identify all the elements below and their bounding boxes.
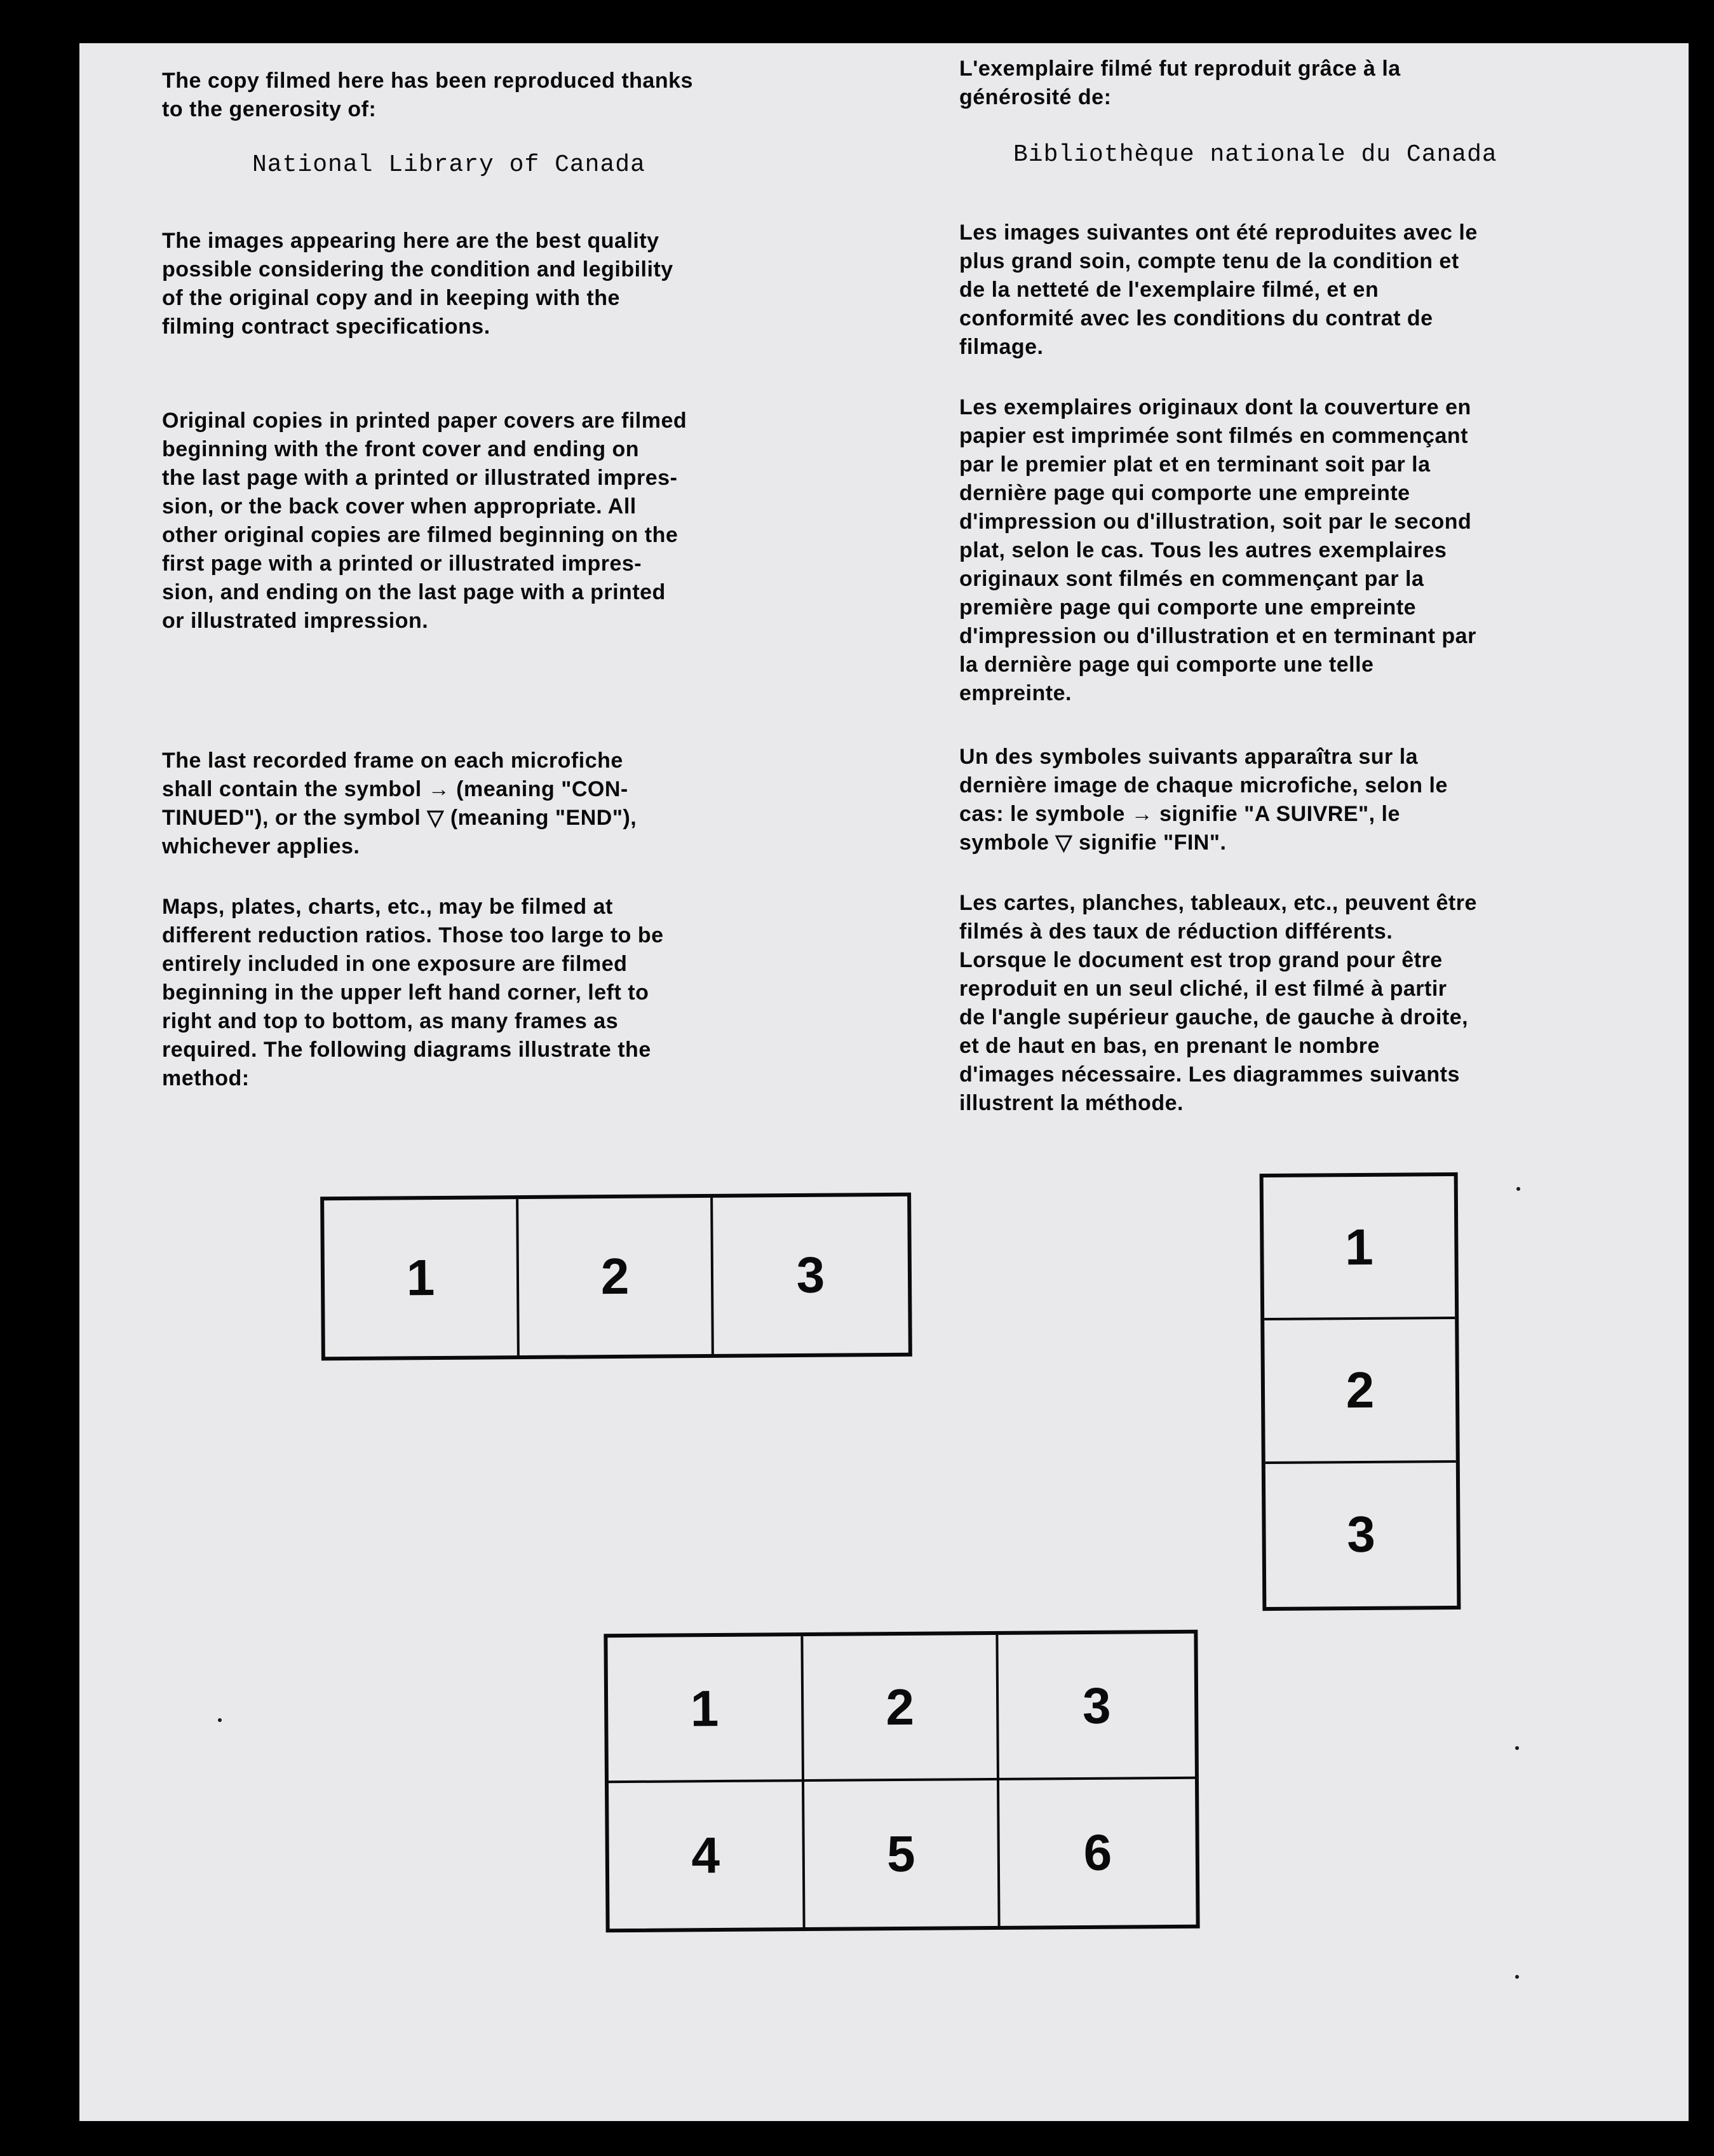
symbols-text-fr: Un des symboles suivants apparaîtra sur la dernière image de chaque microfiche, selon le cas: le symbole → signifie "A SUIVRE", le symbole ▽ signifie "FIN". <box>959 745 1448 855</box>
covers-text-en: Original copies in printed paper covers are filmed beginning with the front cover and ending on the last page with a printed or illustrated impres- sion, or the back cover when appropriate. All other original copies are filmed beginning on the first page with a printed or illustrated impres- sion, and ending on the last page with a printed or illustrated impression. <box>162 409 687 633</box>
frame-3: 3 <box>999 1634 1195 1780</box>
dust-speck <box>1515 1746 1519 1750</box>
thanks-text-fr: L'exemplaire filmé fut reproduit grâce à la générosité de: <box>959 57 1401 109</box>
dust-speck <box>218 1718 222 1722</box>
frame-2: 2 <box>1264 1319 1456 1463</box>
frame-2: 2 <box>803 1635 999 1782</box>
maps-text-fr: Les cartes, planches, tableaux, etc., peuvent être filmés à des taux de réduction différents. Lorsque le document est trop grand pour être reproduit en un seul cliché, il est filmé à partir de l'angle supérieur gauche, de gauche à droite, et de haut en bas, en prenant le nombre d'images nécessaire. Les diagrammes suivants illustrent la méthode. <box>959 891 1477 1115</box>
microfiche-target-page <box>79 43 1689 2121</box>
frame-3: 3 <box>796 1246 825 1304</box>
frame-4: 4 <box>609 1782 805 1929</box>
quality-text-en: The images appearing here are the best quality possible considering the condition and legibility of the original copy and in keeping with the filming contract specifications. <box>162 229 673 339</box>
covers-text-fr: Les exemplaires originaux dont la couverture en papier est imprimée sont filmés en commençant par le premier plat et en terminant soit par la dernière page qui comporte une empreinte d'impression ou d'illustration, soit par le second plat, selon le cas. Tous les autres exemplaires originaux sont filmés en commençant par la première page qui comporte une empreinte d'impression ou d'illustration et en terminant par la dernière page qui comporte une telle empreinte. <box>959 395 1476 705</box>
dust-speck <box>1516 1187 1520 1191</box>
frame-1: 1 <box>607 1636 804 1783</box>
frame-5: 5 <box>804 1780 1001 1927</box>
frame-1: 1 <box>324 1199 520 1357</box>
library-name-en: National Library of Canada <box>252 151 645 179</box>
frame-3: 3 <box>1347 1506 1376 1563</box>
library-name-fr: Bibliothèque nationale du Canada <box>1013 141 1497 168</box>
symbols-text-en: The last recorded frame on each microfiche shall contain the symbol → (meaning "CON- TINUED"), or the symbol ▽ (meaning "END"), whichever applies. <box>162 749 637 858</box>
dust-speck <box>1515 1975 1519 1979</box>
diagram-horizontal <box>320 1193 912 1360</box>
frame-1: 1 <box>1264 1176 1455 1320</box>
english-column <box>162 43 912 1093</box>
diagram-vertical <box>1260 1172 1461 1611</box>
frame-2: 2 <box>518 1198 714 1355</box>
thanks-text-en: The copy filmed here has been reproduced thanks to the generosity of: <box>162 69 693 121</box>
diagram-grid <box>604 1630 1199 1933</box>
frame-6: 6 <box>1083 1824 1112 1881</box>
french-column <box>959 43 1684 1118</box>
quality-text-fr: Les images suivantes ont été reproduites avec le plus grand soin, compte tenu de la condition et de la netteté de l'exemplaire filmé, et en conformité avec les conditions du contrat de filmage. <box>959 220 1478 359</box>
maps-text-en: Maps, plates, charts, etc., may be filmed at different reduction ratios. Those too large to be entirely included in one exposure are filmed beginning in the upper left hand corner, left to right and top to bottom, as many frames as required. The following diagrams illustrate the method: <box>162 895 664 1090</box>
